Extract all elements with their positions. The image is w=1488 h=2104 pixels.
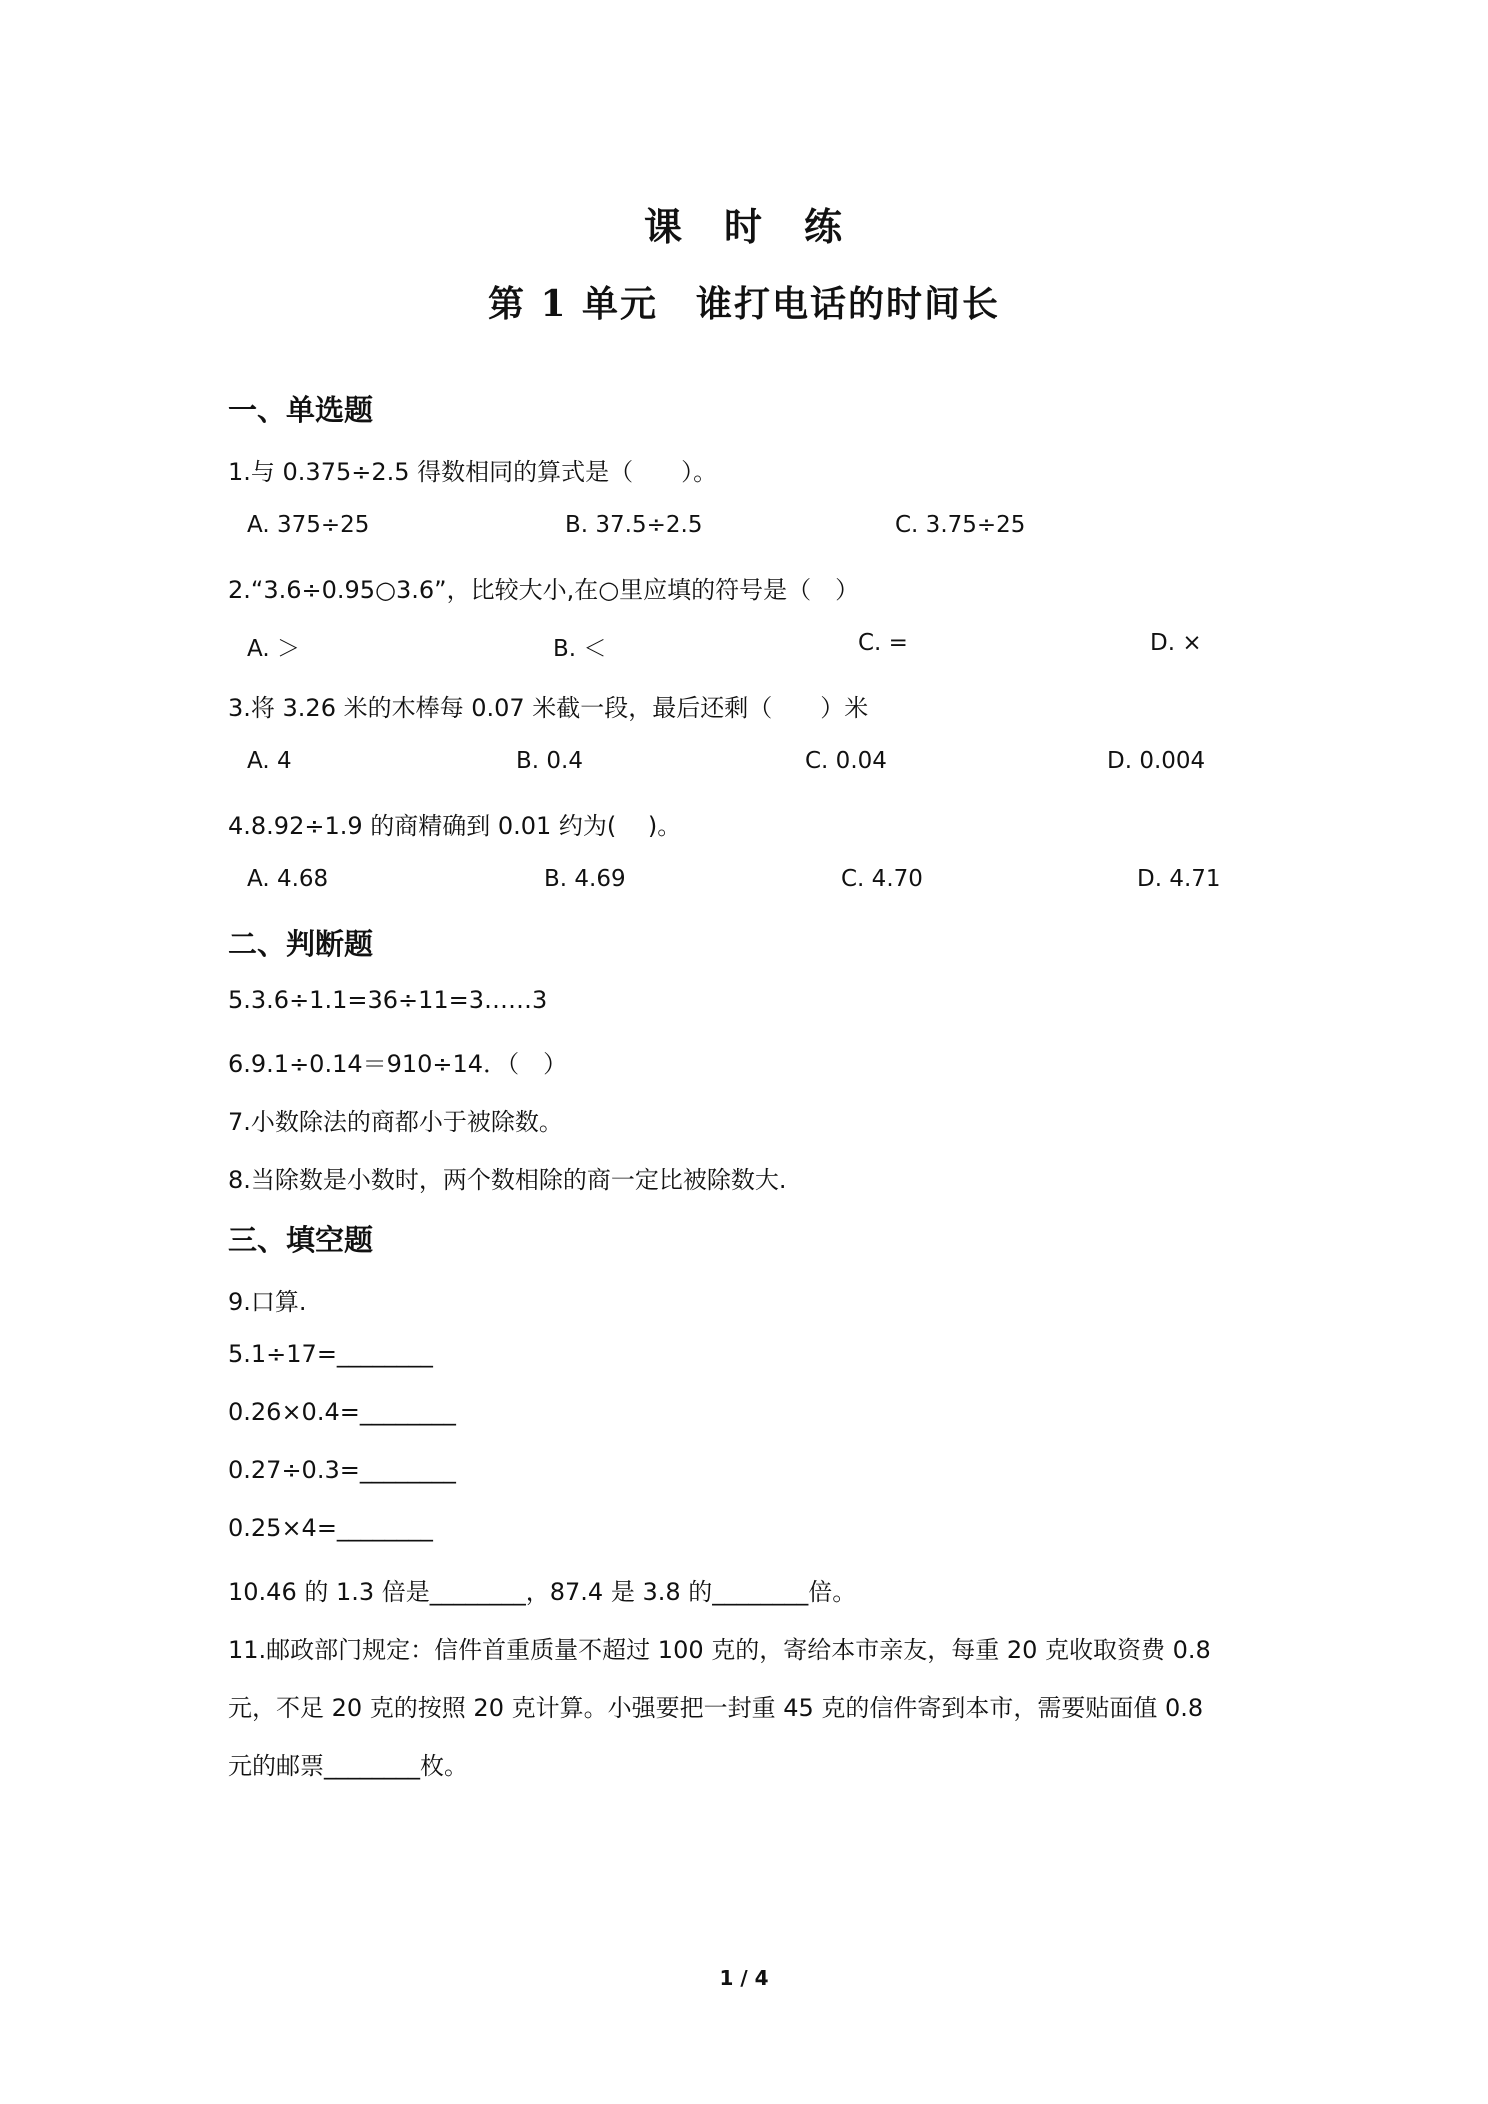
q3-option-b: B. 0.4 bbox=[516, 748, 583, 774]
question-6: 6.9.1÷0.14＝910÷14．（ ） bbox=[228, 1050, 568, 1078]
q4-option-a: A. 4.68 bbox=[247, 866, 329, 892]
question-11-line-3: 元的邮票________枚。 bbox=[228, 1752, 468, 1780]
question-5: 5.3.6÷1.1=36÷11=3……3 bbox=[228, 986, 548, 1014]
q3-option-a: A. 4 bbox=[247, 748, 292, 774]
question-1: 1.与 0.375÷2.5 得数相同的算式是（ ）。 bbox=[228, 458, 718, 486]
question-2: 2.“3.6÷0.95○3.6”，比较大小,在○里应填的符号是（ ） bbox=[228, 576, 860, 604]
question-3: 3.将 3.26 米的木棒每 0.07 米截一段，最后还剩（ ）米 bbox=[228, 694, 869, 722]
question-10: 10.46 的 1.3 倍是________，87.4 是 3.8 的________倍。 bbox=[228, 1578, 857, 1606]
page-number: 1 / 4 bbox=[719, 1966, 769, 1990]
q1-option-b: B. 37.5÷2.5 bbox=[565, 512, 703, 538]
question-11-line-1: 11.邮政部门规定：信件首重质量不超过 100 克的，寄给本市亲友，每重 20 克收取资费 0.8 bbox=[228, 1636, 1211, 1664]
q3-option-c: C. 0.04 bbox=[805, 748, 887, 774]
q2-option-b: B. ＜ bbox=[553, 636, 607, 662]
q2-option-a: A. ＞ bbox=[247, 636, 300, 662]
q1-option-c: C. 3.75÷25 bbox=[895, 512, 1026, 538]
page-title: 课 时 练 bbox=[643, 204, 844, 249]
question-4: 4.8.92÷1.9 的商精确到 0.01 约为( )。 bbox=[228, 812, 682, 840]
unit-subtitle: 第 1 单元 谁打电话的时间长 bbox=[487, 283, 1001, 325]
q9-item-3: 0.27÷0.3=________ bbox=[228, 1456, 456, 1484]
q2-option-c: C. = bbox=[858, 630, 908, 656]
q1-option-a: A. 375÷25 bbox=[247, 512, 370, 538]
section-heading-true-false: 二、判断题 bbox=[228, 927, 374, 961]
q2-option-d: D. × bbox=[1150, 630, 1202, 656]
section-heading-single-choice: 一、单选题 bbox=[228, 393, 374, 427]
question-8: 8.当除数是小数时，两个数相除的商一定比被除数大. bbox=[228, 1166, 787, 1194]
q4-option-d: D. 4.71 bbox=[1137, 866, 1221, 892]
q9-item-4: 0.25×4=________ bbox=[228, 1514, 433, 1542]
q4-option-b: B. 4.69 bbox=[544, 866, 626, 892]
q9-item-2: 0.26×0.4=________ bbox=[228, 1398, 456, 1426]
q9-item-1: 5.1÷17=________ bbox=[228, 1340, 433, 1368]
question-7: 7.小数除法的商都小于被除数。 bbox=[228, 1108, 563, 1136]
q4-option-c: C. 4.70 bbox=[841, 866, 923, 892]
q3-option-d: D. 0.004 bbox=[1107, 748, 1206, 774]
section-heading-fill-blank: 三、填空题 bbox=[228, 1223, 374, 1257]
question-9: 9.口算. bbox=[228, 1288, 307, 1316]
question-11-line-2: 元，不足 20 克的按照 20 克计算。小强要把一封重 45 克的信件寄到本市，需要贴面值 0.8 bbox=[228, 1694, 1204, 1722]
